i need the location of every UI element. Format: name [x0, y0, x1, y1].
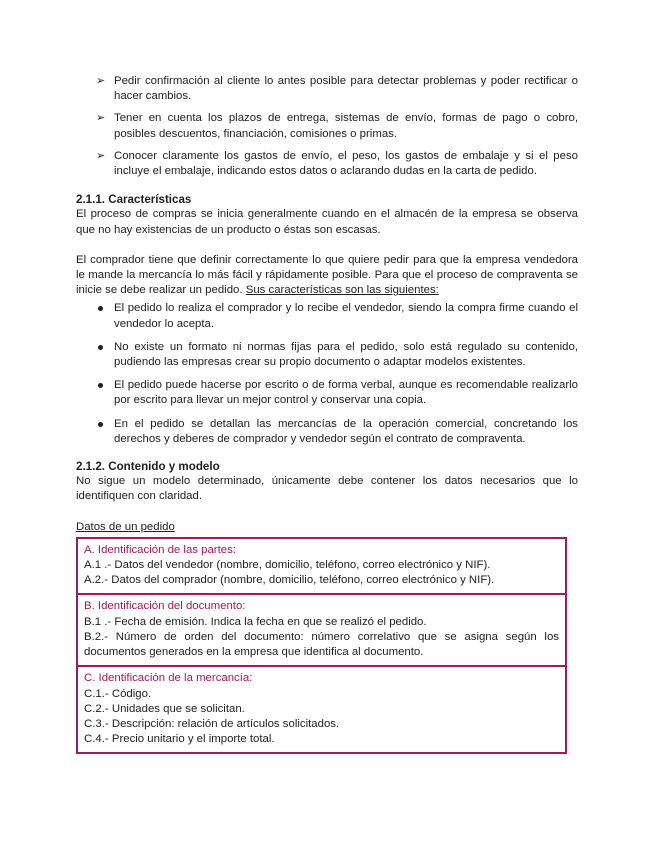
dot-bullet-icon: [98, 383, 103, 388]
arrow-bullet-icon: ➢: [96, 149, 106, 162]
list-item: [76, 74, 578, 104]
block-title: B. Identificación del documento:: [84, 600, 246, 613]
list-item: [76, 149, 578, 179]
list-item-text: El pedido puede hacerse por escrito o de forma verbal, aunque es recomendable realizarlo por escrito para llevar un mejor control y conservar una copia.: [114, 379, 578, 407]
block-line: C.4.- Precio unitario y el importe total.: [84, 733, 275, 746]
section-heading-caracteristicas: 2.1.1. Características: [76, 193, 192, 207]
block-line: C.3.- Descripción: relación de artículos solicitados.: [84, 717, 340, 730]
list-item-text: Tener en cuenta los plazos de entrega, sistemas de envío, formas de pago o cobro, posibles descuentos, financiación, comisiones o primas.: [114, 112, 578, 140]
dot-bullet-icon: [98, 422, 103, 427]
dot-bullet-icon: [98, 306, 103, 311]
list-item-text: Pedir confirmación al cliente lo antes posible para detectar problemas y poder rectificar o hacer cambios.: [114, 75, 578, 103]
datos-block-mercancia: [78, 665, 565, 752]
block-title: C. Identificación de la mercancía:: [84, 672, 253, 685]
list-item: [76, 301, 578, 331]
datos-block-documento: [78, 593, 565, 665]
paragraph: El proceso de compras se inicia generalmente cuando en el almacén de la empresa se observa que no hay existencias de un producto o éstas son escasas.: [76, 208, 578, 236]
block-line: B.1 .- Fecha de emisión. Indica la fecha en que se realizó el pedido.: [84, 615, 427, 628]
paragraph-text: El comprador tiene que definir correctamente lo que quiere pedir para que la empresa vendedora le mande la mercancía lo más fácil y rápidamente posible. Para que el proceso de compraventa se inicie se debe realizar un pedido.: [76, 253, 578, 297]
block-line: B.2.- Número de orden del documento: número correlativo que se asigna según los documentos generados en la empresa que identifica al documento.: [84, 630, 559, 659]
list-item: [76, 111, 578, 141]
section-heading-contenido: 2.1.2. Contenido y modelo: [76, 460, 220, 474]
paragraph: No sigue un modelo determinado, únicamente debe contener los datos necesarios que lo identifiquen con claridad.: [76, 475, 578, 503]
block-title: A. Identificación de las partes:: [84, 543, 236, 556]
intro-bullet-list: [76, 74, 578, 179]
underlined-text: Sus características son las siguientes:: [245, 284, 439, 297]
block-line: A.2.- Datos del comprador (nombre, domicilio, teléfono, correo electrónico y NIF).: [84, 574, 495, 587]
arrow-bullet-icon: ➢: [96, 75, 106, 87]
list-item-text: Conocer claramente los gastos de envío, el peso, los gastos de embalaje y si el peso incluye el embalaje, indicando estos datos o aclarando dudas en la carta de pedido.: [114, 149, 578, 178]
page-content: [76, 74, 578, 754]
characteristics-bullet-list: [76, 301, 578, 447]
datos-pedido-table: [76, 537, 567, 754]
paragraph: [76, 253, 578, 299]
block-line: C.2.- Unidades que se solicitan.: [84, 702, 245, 715]
dot-bullet-icon: [98, 345, 103, 350]
block-line: C.1.- Código.: [84, 687, 152, 700]
list-item-text: El pedido lo realiza el comprador y lo recibe el vendedor, siendo la compra firme cuando el vendedor lo acepta.: [114, 302, 578, 330]
datos-block-partes: [78, 539, 565, 594]
list-item: [76, 378, 578, 408]
list-item-text: En el pedido se detallan las mercancías de la operación comercial, concretando los derechos y deberes de comprador y vendedor según el contrato de compraventa.: [114, 417, 578, 445]
arrow-bullet-icon: ➢: [96, 112, 106, 125]
datos-title: Datos de un pedido: [76, 520, 175, 533]
list-item-text: No existe un formato ni normas fijas para el pedido, solo está regulado su contenido, pudiendo las empresas crear su propio documento o adaptar modelos existentes.: [114, 340, 578, 369]
list-item: [76, 340, 578, 370]
list-item: [76, 417, 578, 447]
block-line: A.1 .- Datos del vendedor (nombre, domicilio, teléfono, correo electrónico y NIF).: [84, 559, 491, 572]
